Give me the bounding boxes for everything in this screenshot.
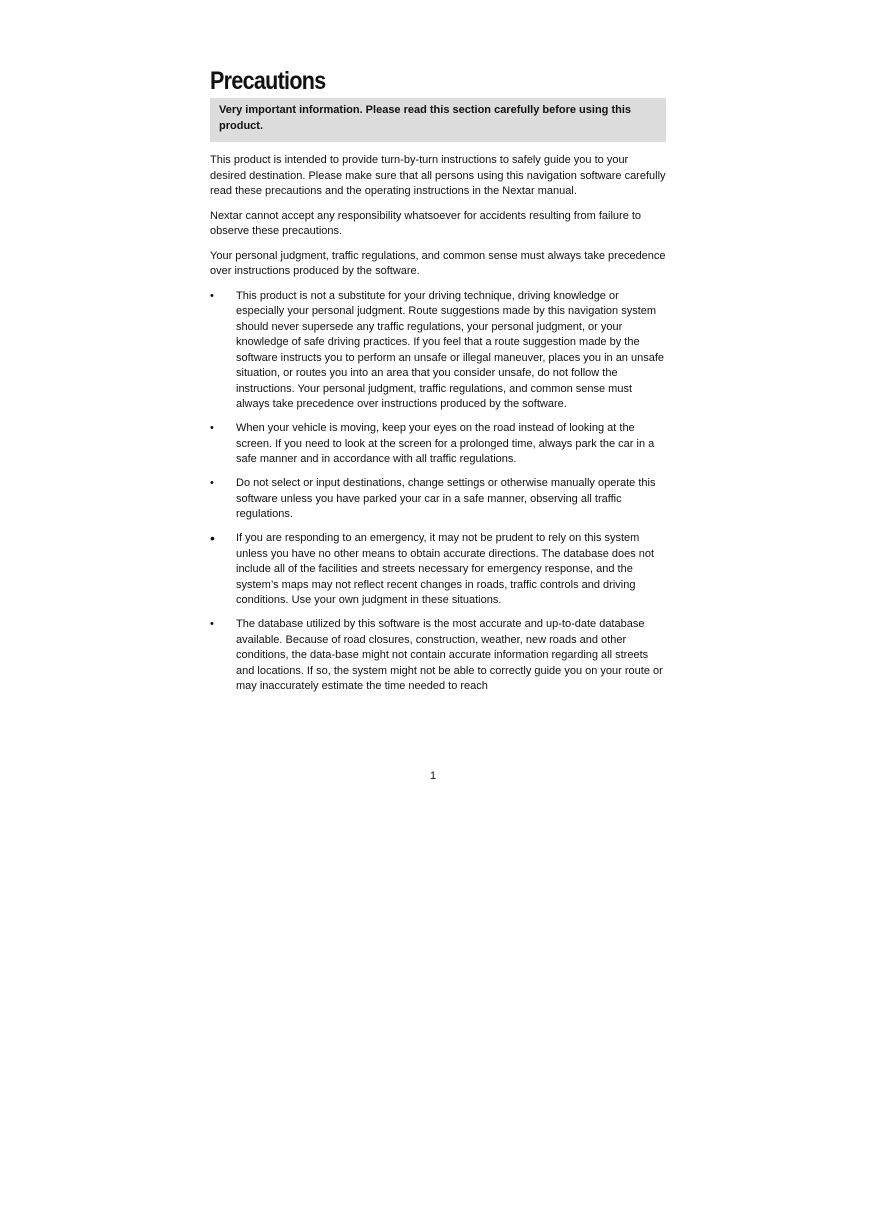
list-item: [210, 289, 666, 413]
judgment-paragraph: Your personal judgment, traffic regulations, and common sense must always take precedence over instructions produced by the software.: [210, 249, 666, 277]
list-item: [210, 476, 666, 523]
precaution-list: [210, 289, 666, 695]
bullet-icon: •: [210, 618, 214, 630]
list-item-text: This product is not a substitute for your driving technique, driving knowledge or especially your personal judgment. Route suggestions made by this navigation system should never supersede any traffic regulations, your personal judgment, or your knowledge of safe driving practices. If you feel that a route suggestion made by the software instructs you to perform an unsafe or illegal maneuver, places you in an unsafe situation, or routes you into an area that you consider unsafe, do not follow the instructions. Your personal judgment, traffic regulations, and common sense must always take precedence over instructions produced by the software.: [236, 289, 665, 410]
liability-paragraph: Nextar cannot accept any responsibility whatsoever for accidents resulting from failure to observe these precautions.: [210, 209, 642, 237]
list-item-text: The database utilized by this software is the most accurate and up-to-date database available. Because of road closures, construction, weather, new roads and other conditions, the data-base might not contain accurate information regarding all streets and locations. If so, the system might not be able to correctly guide you on your route or may inaccurately estimate the time needed to reach: [236, 618, 663, 692]
document-page: [210, 66, 666, 782]
bullet-icon: •: [210, 477, 214, 489]
page-number: 1: [429, 770, 437, 782]
list-item: [210, 531, 666, 609]
list-item-text: If you are responding to an emergency, it may not be prudent to rely on this system unless you have no other means to obtain accurate directions. The database does not include all of the facilities and streets necessary for emergency response, and the system’s maps may not reflect recent changes in roads, traffic controls and driving conditions. Use your own judgment in these situations.: [236, 532, 655, 606]
list-item-text: Do not select or input destinations, change settings or otherwise manually operate this software unless you have parked your car in a safe manner, observing all traffic regulations.: [236, 477, 656, 520]
page-title: Precautions: [210, 67, 326, 95]
list-item: [210, 421, 666, 468]
list-item-text: When your vehicle is moving, keep your eyes on the road instead of looking at the screen. If you need to look at the screen for a prolonged time, always park the car in a safe manner and in accordance with all traffic regulations.: [236, 422, 655, 465]
intro-paragraph: This product is intended to provide turn-by-turn instructions to safely guide you to your desired destination. Please make sure that all persons using this navigation software carefully read these precautions and the operating instructions in the Nextar manual.: [210, 154, 666, 197]
bullet-icon: •: [210, 530, 215, 546]
bullet-icon: •: [210, 422, 214, 434]
important-notice: Very important information. Please read this section carefully before using this product.: [210, 98, 666, 142]
list-item: [210, 617, 666, 695]
bullet-icon: •: [210, 289, 214, 302]
